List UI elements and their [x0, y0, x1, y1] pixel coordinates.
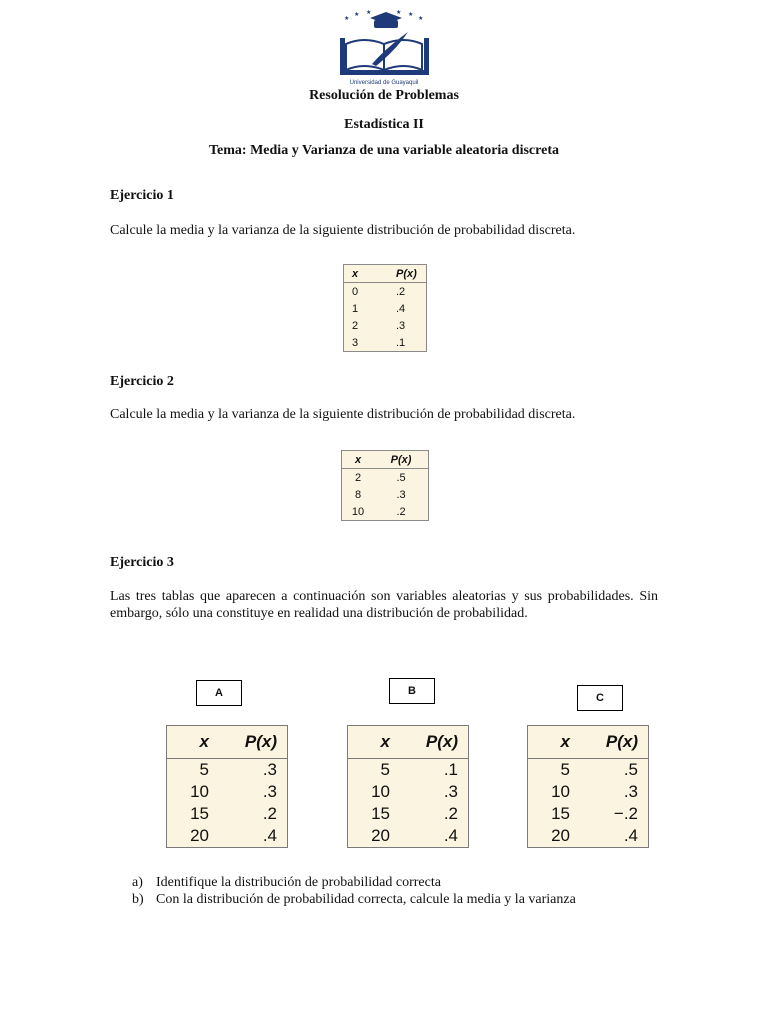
svg-text:Universidad de Guayaquil: Universidad de Guayaquil: [349, 80, 419, 86]
cell-x: 20: [551, 826, 570, 845]
table-c: [527, 725, 649, 848]
svg-text:★: ★: [418, 16, 424, 22]
col-x-header: x: [348, 726, 399, 759]
ex3-text: Las tres tablas que aparecen a continuación son variables aleatorias y sus probabilidades. Sin embargo, sólo una constituye en realidad una distribución de probabilidad.: [110, 589, 658, 621]
table-row: [348, 825, 469, 848]
document-subject: Estadística II: [344, 117, 424, 132]
col-p-header: P(x): [398, 726, 469, 759]
ex2-heading: Ejercicio 2: [110, 374, 174, 389]
cell-x: 20: [190, 826, 209, 845]
list-item: [132, 891, 576, 908]
cell-x: 5: [199, 760, 209, 779]
cell-p: .4: [623, 826, 638, 845]
table-row: [344, 300, 427, 317]
list-item: [132, 874, 441, 891]
ex1-text: Calcule la media y la varianza de la siguiente distribución de probabilidad discreta.: [110, 223, 576, 238]
table-row: [348, 781, 469, 803]
cell-p: .2: [443, 804, 458, 823]
col-x-header: x: [167, 726, 218, 759]
cell-p: .1: [443, 760, 458, 779]
table-a: [166, 725, 288, 848]
table-row: [528, 825, 649, 848]
col-p-header: P(x): [217, 726, 288, 759]
list-marker: a): [132, 875, 143, 890]
cell-x: 10: [190, 782, 209, 801]
table-b: [347, 725, 469, 848]
svg-text:★: ★: [354, 12, 360, 18]
cell-x: 3: [352, 336, 359, 349]
table-row: [348, 759, 469, 782]
cell-x: 10: [551, 782, 570, 801]
col-p-header: P(x): [578, 726, 649, 759]
cell-p: .5: [396, 471, 406, 484]
cell-x: 15: [371, 804, 390, 823]
cell-p: .3: [262, 760, 277, 779]
table-row: [528, 759, 649, 782]
cell-x: 10: [351, 505, 365, 518]
cell-x: 20: [371, 826, 390, 845]
col-p-header: P(x): [390, 453, 412, 466]
ex1-table: [343, 264, 427, 352]
ex2-text: Calcule la media y la varianza de la siguiente distribución de probabilidad discreta.: [110, 407, 576, 422]
cell-p: .1: [396, 336, 406, 349]
cell-p: .3: [396, 319, 406, 332]
cell-p: .4: [396, 302, 406, 315]
col-x-header: x: [352, 267, 359, 280]
cell-x: 5: [560, 760, 570, 779]
list-marker: b): [132, 892, 144, 907]
cell-x: 0: [352, 285, 359, 298]
cell-x: 5: [380, 760, 390, 779]
document-topic: Tema: Media y Varianza de una variable aleatoria discreta: [209, 143, 559, 158]
university-logo: [334, 8, 434, 88]
table-b-label: B: [389, 678, 435, 704]
svg-text:★: ★: [408, 12, 414, 18]
table-a-label: A: [196, 680, 242, 706]
ex1-heading: Ejercicio 1: [110, 188, 174, 203]
table-row: [167, 825, 288, 848]
cell-x: 2: [354, 471, 362, 484]
cell-p: .4: [443, 826, 458, 845]
table-row: [342, 469, 429, 487]
list-text: Con la distribución de probabilidad correcta, calcule la media y la varianza: [156, 892, 576, 907]
table-c-label: C: [577, 685, 623, 711]
list-text: Identifique la distribución de probabilidad correcta: [156, 875, 441, 890]
cell-p: .4: [262, 826, 277, 845]
cell-x: 15: [190, 804, 209, 823]
cell-p: .3: [443, 782, 458, 801]
table-row: [344, 283, 427, 301]
table-row: [342, 486, 429, 503]
svg-text:★: ★: [344, 16, 350, 22]
col-p-header: P(x): [396, 267, 417, 280]
ex2-table: [341, 450, 429, 521]
cell-p: .2: [396, 505, 406, 518]
cell-p: .3: [396, 488, 406, 501]
table-row: [167, 803, 288, 825]
cell-p: .3: [262, 782, 277, 801]
ex3-heading: Ejercicio 3: [110, 555, 174, 570]
table-row: [167, 781, 288, 803]
document-title: Resolución de Problemas: [309, 88, 459, 103]
cell-p: .2: [262, 804, 277, 823]
col-x-header: x: [354, 453, 362, 466]
svg-text:★: ★: [366, 10, 372, 16]
cell-x: 2: [352, 319, 359, 332]
cell-x: 1: [352, 302, 359, 315]
table-row: [342, 503, 429, 521]
cell-p: .2: [396, 285, 406, 298]
svg-text:★: ★: [396, 10, 402, 16]
table-row: [348, 803, 469, 825]
col-x-header: x: [528, 726, 579, 759]
table-row: [344, 334, 427, 352]
table-row: [528, 781, 649, 803]
table-row: [528, 803, 649, 825]
cell-p: .5: [623, 760, 638, 779]
cell-x: 8: [354, 488, 362, 501]
cell-x: 15: [551, 804, 570, 823]
cell-p: −.2: [613, 804, 638, 823]
cell-x: 10: [371, 782, 390, 801]
cell-p: .3: [623, 782, 638, 801]
table-row: [344, 317, 427, 334]
table-row: [167, 759, 288, 782]
